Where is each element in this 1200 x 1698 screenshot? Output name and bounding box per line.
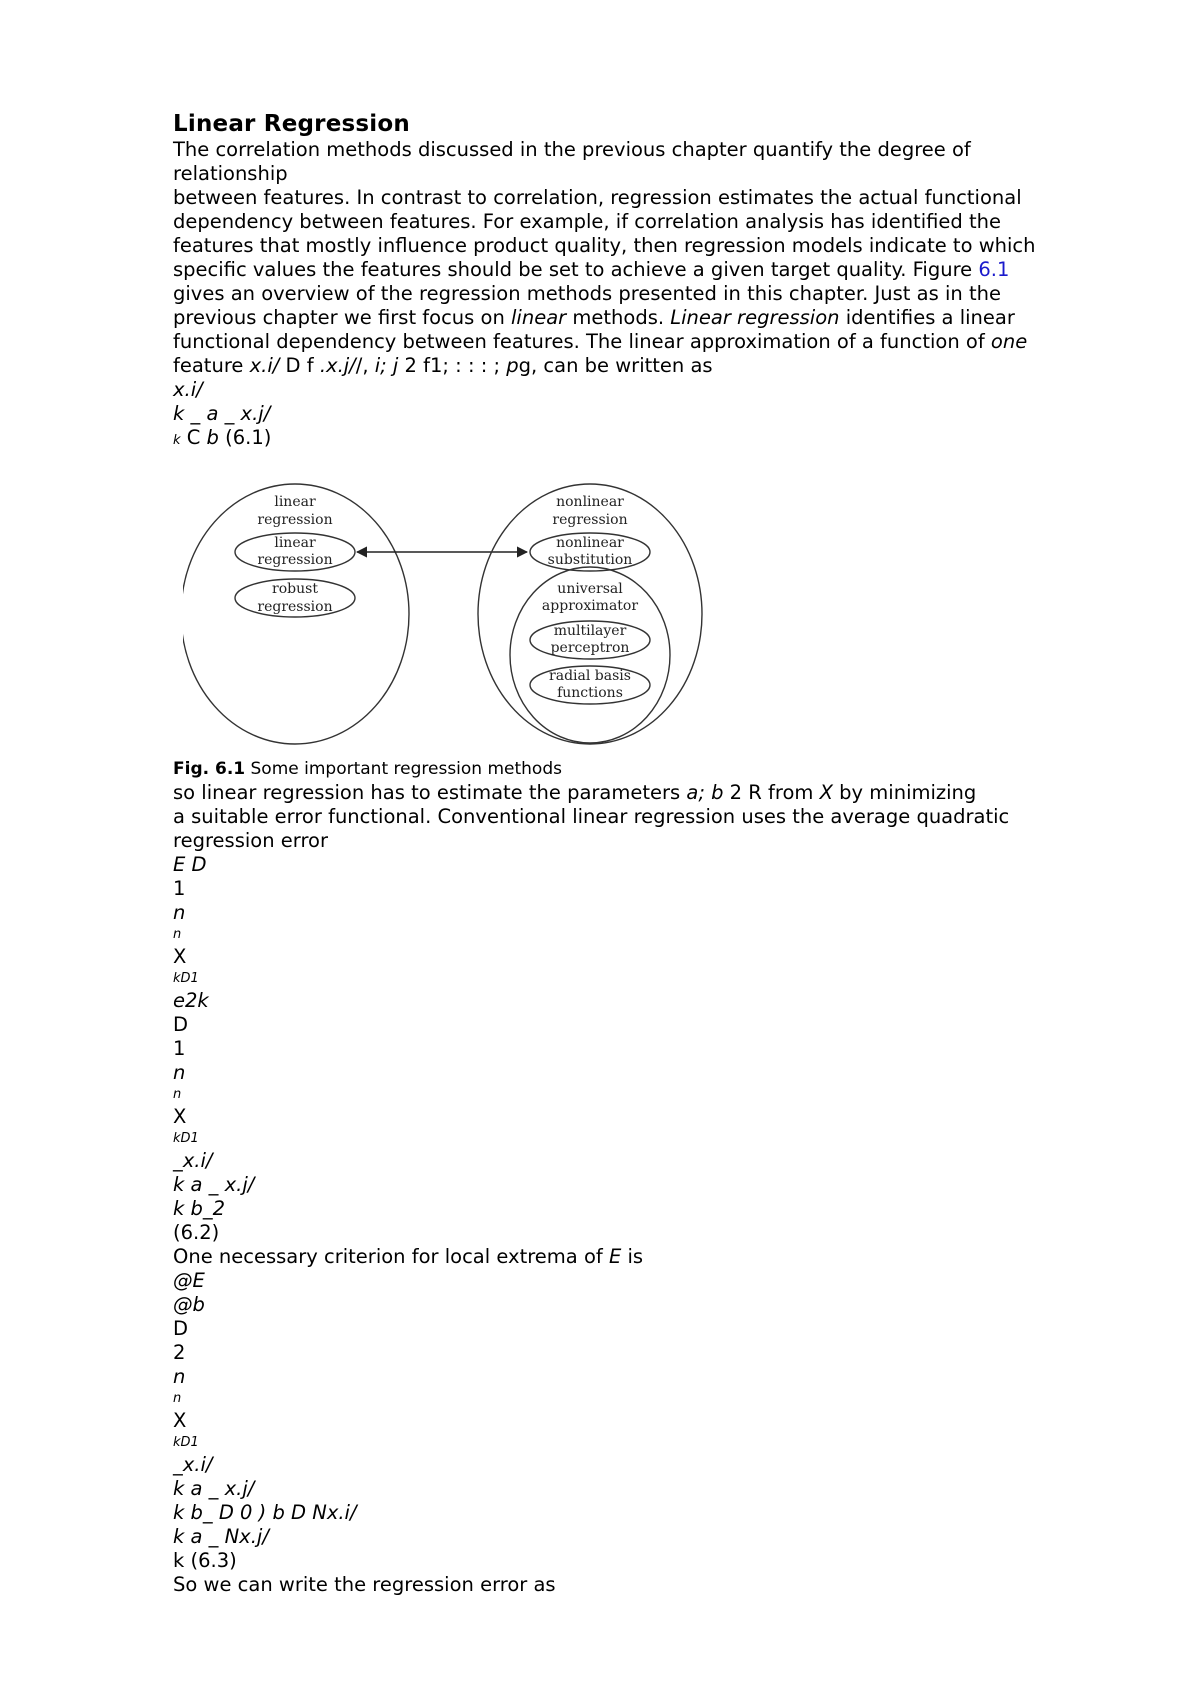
text-line: relationship	[173, 162, 288, 185]
right-mid-label-2: approximator	[541, 598, 639, 614]
equation-6-1	[173, 378, 1123, 453]
equation-line: k a _ Nx.j/	[173, 1525, 269, 1548]
right-inner3-label-1: radial basis	[549, 668, 631, 684]
equation-line: k C b (6.1)	[173, 426, 272, 449]
equation-line: k _ a _ x.j/	[173, 402, 271, 425]
regression-methods-figure	[183, 479, 703, 749]
equation-line: n	[173, 1391, 182, 1406]
equation-line: D	[173, 1317, 189, 1340]
equation-line: e2k	[173, 989, 209, 1012]
equation-line: X	[173, 945, 187, 968]
criterion-line: One necessary criterion for local extrema of E is	[173, 1245, 644, 1268]
text-line: gives an overview of the regression methods presented in this chapter. Just as in the	[173, 282, 1001, 305]
document-page	[173, 110, 1123, 1597]
right-outer-label-2: regression	[552, 512, 628, 528]
equation-line: @b	[173, 1293, 205, 1316]
left-inner2-label-2: regression	[257, 599, 333, 615]
equation-line: n	[173, 1087, 182, 1102]
right-inner1-label-1: nonlinear	[556, 535, 624, 551]
after-figure-paragraph	[173, 781, 1123, 853]
equation-line: k b_2	[173, 1197, 226, 1220]
equation-line: k b_ D 0 ) b D Nx.i/	[173, 1501, 357, 1524]
equation-line: _x.i/	[173, 1453, 213, 1476]
text-line: feature x.i/ D f .x.j//, i; j 2 f1; : : : ; pg, can be written as	[173, 354, 713, 377]
equation-line: k a _ x.j/	[173, 1173, 255, 1196]
right-mid-label-1: universal	[557, 581, 623, 597]
equation-line: @E	[173, 1269, 205, 1292]
text-line: functional dependency between features. The linear approximation of a function of one	[173, 330, 1028, 353]
equation-line: n	[173, 927, 182, 942]
equation-line: 2	[173, 1341, 186, 1364]
text-line: between features. In contrast to correlation, regression estimates the actual functional	[173, 186, 1022, 209]
figure-reference-link[interactable]: 6.1	[978, 258, 1010, 281]
right-inner2-label-2: perceptron	[550, 640, 630, 656]
equation-6-3	[173, 1269, 1123, 1573]
equation-line: (6.2)	[173, 1221, 220, 1244]
right-outer-label-1: nonlinear	[556, 494, 624, 510]
text-line: so linear regression has to estimate the parameters a; b 2 R from X by minimizing	[173, 781, 977, 804]
equation-line: n	[173, 1365, 186, 1388]
equation-line: 1	[173, 877, 186, 900]
equation-line: n	[173, 901, 186, 924]
section-title: Linear Regression	[173, 111, 410, 137]
text-line: specific values the features should be set to achieve a given target quality. Figure 6.1	[173, 258, 1010, 281]
equation-line: D	[173, 1013, 189, 1036]
closing-line: So we can write the regression error as	[173, 1573, 556, 1596]
left-inner1-label-1: linear	[274, 535, 316, 551]
equation-line: _x.i/	[173, 1149, 213, 1172]
equation-line: kD1	[173, 1131, 199, 1146]
left-outer-label-2: regression	[257, 512, 333, 528]
equation-line: n	[173, 1061, 186, 1084]
right-inner1-label-2: substitution	[547, 552, 633, 568]
caption-label: Fig. 6.1	[173, 759, 246, 779]
equation-line: 1	[173, 1037, 186, 1060]
right-inner2-label-1: multilayer	[553, 623, 627, 639]
figure-caption	[173, 757, 1123, 781]
equation-line: k a _ x.j/	[173, 1477, 255, 1500]
equation-6-2	[173, 853, 1123, 1245]
intro-paragraph	[173, 138, 1123, 378]
text-line: dependency between features. For example, if correlation analysis has identified the	[173, 210, 1001, 233]
equation-line: kD1	[173, 1435, 199, 1450]
text-line: The correlation methods discussed in the previous chapter quantify the degree of	[173, 138, 971, 161]
text-line: a suitable error functional. Conventional linear regression uses the average quadratic	[173, 805, 1010, 828]
right-inner3-label-2: functions	[557, 685, 623, 701]
left-outer-label-1: linear	[274, 494, 316, 510]
equation-line: x.i/	[173, 378, 203, 401]
equation-line: X	[173, 1409, 187, 1432]
text-line: features that mostly influence product quality, then regression models indicate to which	[173, 234, 1036, 257]
equation-line: E D	[173, 853, 207, 876]
equation-line: k (6.3)	[173, 1549, 237, 1572]
caption-text: Some important regression methods	[245, 759, 562, 779]
left-inner2-label-1: robust	[272, 581, 318, 597]
text-line: previous chapter we first focus on linear methods. Linear regression identifies a linear	[173, 306, 1015, 329]
text-line: regression error	[173, 829, 328, 852]
equation-line: X	[173, 1105, 187, 1128]
figure-diagram	[183, 479, 703, 749]
equation-line: kD1	[173, 971, 199, 986]
left-inner1-label-2: regression	[257, 552, 333, 568]
